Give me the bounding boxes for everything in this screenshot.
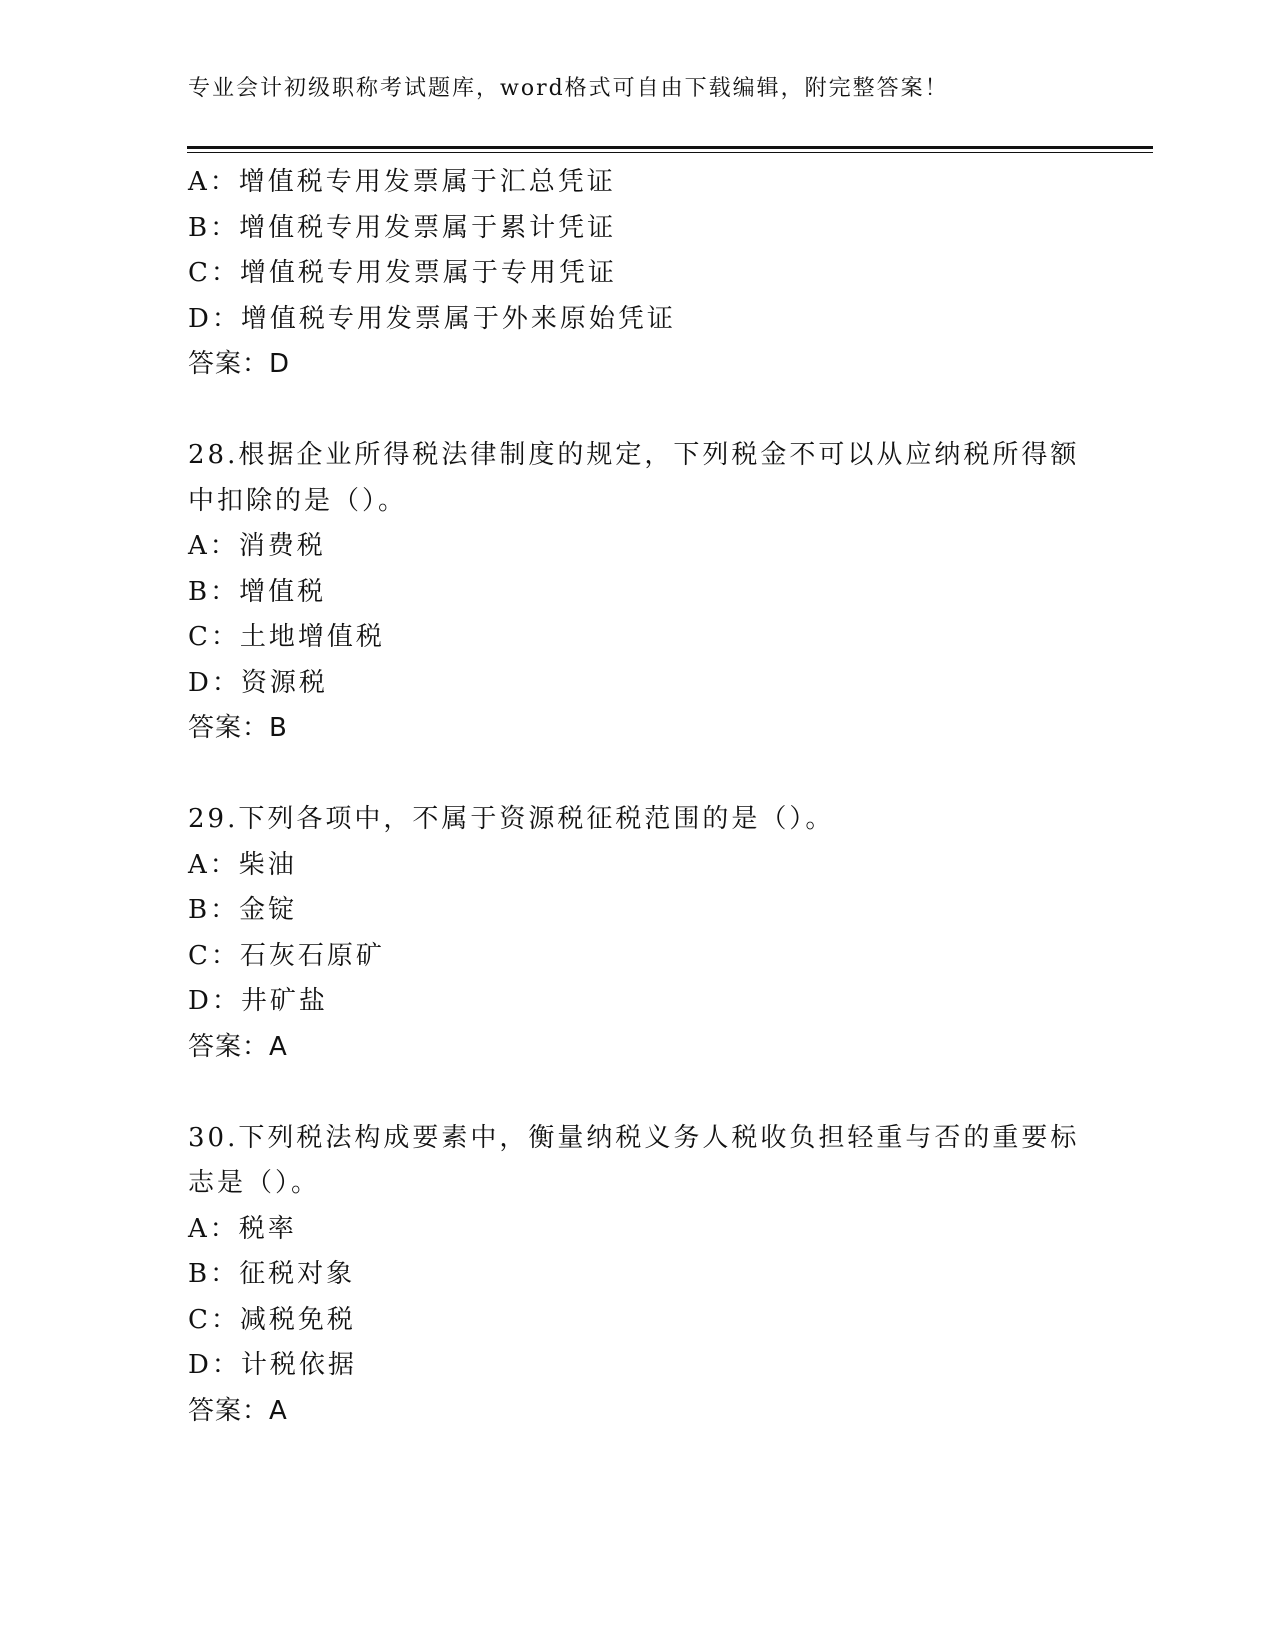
- option-a: A：柴油: [188, 849, 297, 880]
- option-a: A：消费税: [188, 531, 326, 561]
- option-d: D：资源税: [188, 667, 328, 698]
- question-29: [188, 797, 1088, 1070]
- question-text-line-2: 志是（）。: [188, 1168, 321, 1198]
- question-30: [188, 1116, 1088, 1435]
- question-text-line-2: 中扣除的是（）。: [188, 485, 408, 516]
- header-rule-thin: [187, 152, 1153, 153]
- question-content: [188, 160, 1088, 1434]
- spacer: [188, 388, 1088, 434]
- question-28: [188, 433, 1088, 752]
- option-d: D：井矿盐: [188, 986, 328, 1016]
- answer-line: 答案：A: [188, 1031, 288, 1062]
- question-text-line-1: 29.下列各项中，不属于资源税征税范围的是（）。: [188, 804, 835, 834]
- answer-line: 答案：A: [188, 1395, 288, 1426]
- option-b: B：增值税专用发票属于累计凭证: [188, 212, 617, 243]
- question-text-line-1: 30.下列税法构成要素中，衡量纳税义务人税收负担轻重与否的重要标: [188, 1122, 1080, 1153]
- option-d: D：增值税专用发票属于外来原始凭证: [188, 303, 676, 334]
- spacer: [188, 752, 1088, 798]
- option-c: C：减税免税: [188, 1304, 356, 1335]
- option-c: C：土地增值税: [188, 622, 385, 652]
- option-a: A：增值税专用发票属于汇总凭证: [188, 167, 616, 197]
- option-b: B：增值税: [188, 576, 327, 607]
- header-rule-thick: [187, 146, 1153, 149]
- page-header: 专业会计初级职称考试题库，word格式可自由下载编辑，附完整答案！: [188, 76, 949, 101]
- option-c: C：石灰石原矿: [188, 940, 385, 971]
- option-b: B：金锭: [188, 895, 298, 925]
- option-d: D：计税依据: [188, 1350, 357, 1380]
- answer-line: 答案：B: [188, 713, 288, 743]
- option-c: C：增值税专用发票属于专用凭证: [188, 258, 617, 288]
- question-text-line-1: 28.根据企业所得税法律制度的规定，下列税金不可以从应纳税所得额: [188, 440, 1080, 470]
- option-b: B：征税对象: [188, 1259, 356, 1289]
- answer-line: 答案：D: [188, 349, 291, 379]
- question-27: [188, 160, 1088, 388]
- option-a: A：税率: [188, 1213, 297, 1244]
- spacer: [188, 1070, 1088, 1116]
